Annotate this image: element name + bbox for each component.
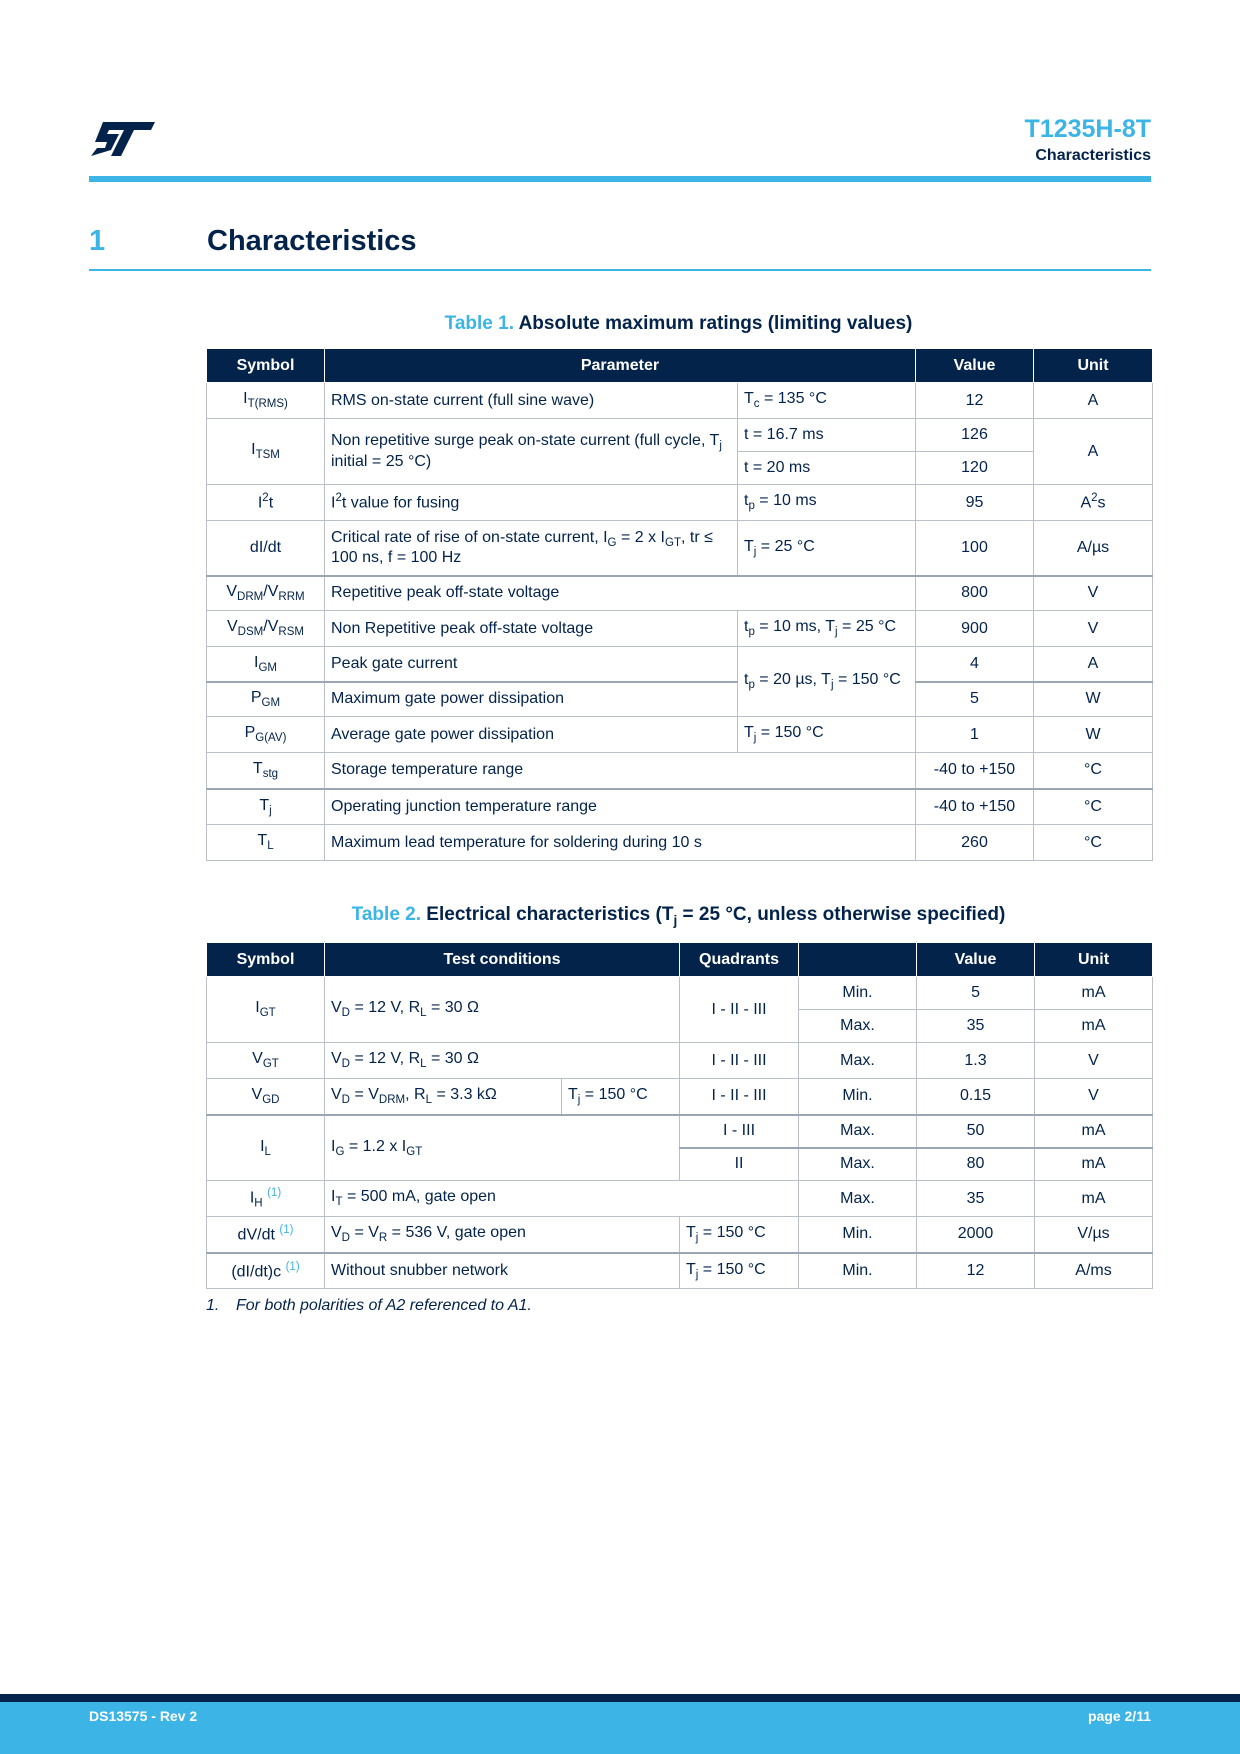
limit-cell: Max.: [799, 1115, 917, 1148]
limit-cell: Min.: [799, 977, 917, 1010]
table-row: [207, 419, 1153, 452]
unit-cell: W: [1034, 682, 1153, 717]
unit-cell: mA: [1035, 1148, 1153, 1181]
document-subtitle: Characteristics: [1035, 147, 1151, 164]
limit-cell: Max.: [799, 1148, 917, 1181]
temperature-cell: $T_j = 150$ °C: [680, 1217, 799, 1253]
table1-caption-label: Table 1.: [444, 313, 514, 334]
condition-cell: t = 16.7 ms: [738, 419, 916, 452]
value-cell: -40 to +150: [916, 789, 1034, 825]
value-cell: 800: [916, 576, 1034, 611]
page-footer: [0, 1702, 1240, 1754]
symbol-cell: $P_{GM}$: [207, 682, 325, 717]
parameter-cell: Average gate power dissipation: [325, 717, 738, 753]
condition-cell: $t_p = 10$ ms, $T_j = 25$ °C: [738, 611, 916, 647]
header-symbol: Symbol: [207, 943, 325, 977]
limit-cell: Max.: [799, 1043, 917, 1079]
quadrants-cell: I - II - III: [680, 1043, 799, 1079]
value-cell: 0.15: [917, 1079, 1035, 1115]
conditions-cell: $I_T = 500$ mA, gate open: [325, 1181, 799, 1217]
temperature-cell: $T_j = 150$ °C: [680, 1253, 799, 1289]
condition-cell: $t_p = 10$ ms: [738, 485, 916, 521]
value-cell: 5: [916, 682, 1034, 717]
parameter-cell: Critical rate of rise of on-state current, $I_G = 2$ x $I_{GT}$, tr ≤ 100 ns, f = 100 Hz: [325, 521, 738, 576]
unit-cell: V: [1035, 1043, 1153, 1079]
table-row: [207, 485, 1153, 521]
symbol-cell: $T_{stg}$: [207, 753, 325, 789]
limit-cell: Min.: [799, 1253, 917, 1289]
unit-cell: $A^2s$: [1034, 485, 1153, 521]
table-header-row: [207, 349, 1153, 383]
document-title: T1235H-8T: [1024, 115, 1151, 143]
parameter-cell: Non repetitive surge peak on-state current (full cycle, $T_j$ initial = 25 °C): [325, 419, 738, 485]
table2-caption: [206, 904, 1151, 928]
parameter-cell: $I^2t$ value for fusing: [325, 485, 738, 521]
unit-cell: W: [1034, 717, 1153, 753]
table-row: [207, 1181, 1153, 1217]
footnote-number: 1.: [206, 1297, 220, 1314]
header-value: Value: [916, 349, 1034, 383]
quadrants-cell: I - II - III: [680, 1079, 799, 1115]
unit-cell: A: [1034, 647, 1153, 682]
table1-caption: [206, 313, 1151, 335]
unit-cell: °C: [1034, 753, 1153, 789]
quadrants-cell: I - II - III: [680, 977, 799, 1043]
symbol-cell: $V_{DRM}/V_{RRM}$: [207, 576, 325, 611]
symbol-cell: $V_{GT}$: [207, 1043, 325, 1079]
value-cell: 5: [917, 977, 1035, 1010]
unit-cell: A: [1034, 383, 1153, 419]
symbol-cell: $I_L$: [207, 1115, 325, 1181]
value-cell: 100: [916, 521, 1034, 576]
conditions-cell: Without snubber network: [325, 1253, 680, 1289]
value-cell: 2000: [917, 1217, 1035, 1253]
value-cell: 95: [916, 485, 1034, 521]
value-cell: 126: [916, 419, 1034, 452]
footer-divider: [0, 1694, 1240, 1702]
parameter-cell: Repetitive peak off-state voltage: [325, 576, 916, 611]
symbol-cell: $T_j$: [207, 789, 325, 825]
table-row: [207, 717, 1153, 753]
condition-cell: $T_j = 150$ °C: [738, 717, 916, 753]
st-logo-icon: [89, 120, 157, 158]
symbol-cell: $P_{G(AV)}$: [207, 717, 325, 753]
symbol-cell: dI/dt: [207, 521, 325, 576]
condition-cell: $t_p = 20$ µs, $T_j = 150$ °C: [738, 647, 916, 717]
unit-cell: V: [1034, 576, 1153, 611]
value-cell: 120: [916, 452, 1034, 485]
conditions-cell: $V_D = 12$ V, $R_L = 30$ Ω: [325, 977, 680, 1043]
symbol-cell: $I^2t$: [207, 485, 325, 521]
table-row: [207, 521, 1153, 576]
unit-cell: mA: [1035, 977, 1153, 1010]
limit-cell: Min.: [799, 1217, 917, 1253]
parameter-cell: Peak gate current: [325, 647, 738, 682]
footnote-ref[interactable]: (1): [267, 1187, 282, 1200]
header-value: Value: [917, 943, 1035, 977]
header-symbol: Symbol: [207, 349, 325, 383]
value-cell: 1: [916, 717, 1034, 753]
unit-cell: mA: [1035, 1181, 1153, 1217]
parameter-cell: Operating junction temperature range: [325, 789, 916, 825]
value-cell: 260: [916, 825, 1034, 861]
unit-cell: °C: [1034, 789, 1153, 825]
value-cell: 35: [917, 1010, 1035, 1043]
condition-cell: $T_j = 25$ °C: [738, 521, 916, 576]
absolute-max-ratings-table: [206, 348, 1153, 861]
unit-cell: A/µs: [1034, 521, 1153, 576]
section-number: 1: [89, 225, 106, 257]
temperature-cell: $T_j = 150$ °C: [562, 1079, 680, 1115]
footnote-ref[interactable]: (1): [285, 1260, 300, 1273]
value-cell: 12: [916, 383, 1034, 419]
value-cell: 50: [917, 1115, 1035, 1148]
quadrants-cell: II: [680, 1148, 799, 1181]
table-row: [207, 611, 1153, 647]
table-footnote: [206, 1297, 532, 1315]
value-cell: 900: [916, 611, 1034, 647]
conditions-cell: $V_D = 12$ V, $R_L = 30$ Ω: [325, 1043, 680, 1079]
symbol-cell: $V_{DSM}/V_{RSM}$: [207, 611, 325, 647]
table-row: [207, 647, 1153, 682]
header-unit: Unit: [1035, 943, 1153, 977]
section-title: Characteristics: [207, 225, 417, 257]
conditions-cell: $I_G = 1.2$ x $I_{GT}$: [325, 1115, 680, 1181]
unit-cell: A/ms: [1035, 1253, 1153, 1289]
value-cell: 12: [917, 1253, 1035, 1289]
electrical-characteristics-table: [206, 942, 1153, 1289]
header-test-conditions: Test conditions: [325, 943, 680, 977]
parameter-cell: Maximum lead temperature for soldering during 10 s: [325, 825, 916, 861]
table-row: [207, 1079, 1153, 1115]
parameter-cell: Maximum gate power dissipation: [325, 682, 738, 717]
limit-cell: Max.: [799, 1181, 917, 1217]
header-quadrants: Quadrants: [680, 943, 799, 977]
symbol-cell: $I_{GM}$: [207, 647, 325, 682]
value-cell: 35: [917, 1181, 1035, 1217]
symbol-cell: (dI/dt)c $^{(1)}$: [207, 1253, 325, 1289]
symbol-cell: $V_{GD}$: [207, 1079, 325, 1115]
page-number: page 2/11: [1087, 1708, 1151, 1724]
quadrants-cell: I - III: [680, 1115, 799, 1148]
header-unit: Unit: [1034, 349, 1153, 383]
symbol-cell: $I_{T(RMS)}$: [207, 383, 325, 419]
table-row: [207, 682, 1153, 717]
limit-cell: Min.: [799, 1079, 917, 1115]
symbol-cell: $T_L$: [207, 825, 325, 861]
symbol-cell: $I_{GT}$: [207, 977, 325, 1043]
unit-cell: mA: [1035, 1115, 1153, 1148]
table-row: [207, 825, 1153, 861]
table-row: [207, 383, 1153, 419]
header-divider: [89, 176, 1151, 182]
table2-caption-text: Electrical characteristics ($T_j = 25$ °C, unless otherwise specified): [426, 904, 1006, 928]
table-row: [207, 1115, 1153, 1148]
value-cell: 4: [916, 647, 1034, 682]
unit-cell: V: [1034, 611, 1153, 647]
footnote-ref[interactable]: (1): [279, 1224, 294, 1237]
symbol-cell: $I_H$ $^{(1)}$: [207, 1181, 325, 1217]
section-heading: [89, 225, 1151, 271]
conditions-cell: $V_D = V_{DRM}$, $R_L = 3.3$ kΩ: [325, 1079, 562, 1115]
header-limit: [799, 943, 917, 977]
table-row: [207, 753, 1153, 789]
table-row: [207, 1253, 1153, 1289]
unit-cell: mA: [1035, 1010, 1153, 1043]
table-row: [207, 576, 1153, 611]
symbol-cell: dV/dt $^{(1)}$: [207, 1217, 325, 1253]
unit-cell: V: [1035, 1079, 1153, 1115]
conditions-cell: $V_D = V_R = 536$ V, gate open: [325, 1217, 680, 1253]
symbol-cell: $I_{TSM}$: [207, 419, 325, 485]
unit-cell: A: [1034, 419, 1153, 485]
value-cell: -40 to +150: [916, 753, 1034, 789]
condition-cell: t = 20 ms: [738, 452, 916, 485]
table-header-row: [207, 943, 1153, 977]
condition-cell: $T_c = 135$ °C: [738, 383, 916, 419]
table-row: [207, 1217, 1153, 1253]
header-parameter: Parameter: [325, 349, 916, 383]
value-cell: 1.3: [917, 1043, 1035, 1079]
table-row: [207, 977, 1153, 1010]
table1-caption-text: Absolute maximum ratings (limiting values): [518, 313, 913, 334]
table-row: [207, 1043, 1153, 1079]
page-header: [89, 112, 1151, 182]
footnote-text: For both polarities of A2 referenced to A1.: [236, 1297, 532, 1314]
parameter-cell: Storage temperature range: [325, 753, 916, 789]
document-id: DS13575 - Rev 2: [89, 1708, 198, 1724]
unit-cell: °C: [1034, 825, 1153, 861]
value-cell: 80: [917, 1148, 1035, 1181]
table-row: [207, 789, 1153, 825]
parameter-cell: RMS on-state current (full sine wave): [325, 383, 738, 419]
table2-caption-label: Table 2.: [351, 904, 422, 925]
parameter-cell: Non Repetitive peak off-state voltage: [325, 611, 738, 647]
unit-cell: V/µs: [1035, 1217, 1153, 1253]
limit-cell: Max.: [799, 1010, 917, 1043]
